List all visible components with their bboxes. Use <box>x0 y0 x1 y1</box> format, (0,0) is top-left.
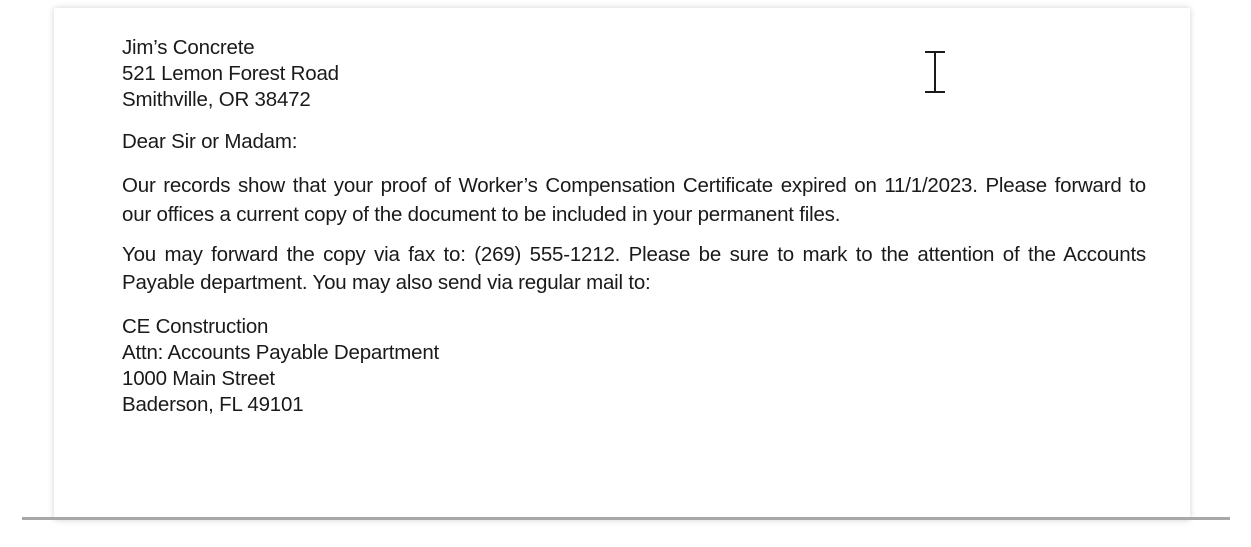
recipient-attention: Attn: Accounts Payable Department <box>122 341 440 364</box>
text-cursor-ibeam-icon <box>921 50 949 94</box>
sender-street: 521 Lemon Forest Road <box>122 62 339 85</box>
sender-name: Jim’s Concrete <box>122 36 255 59</box>
sender-city-state-zip: Smithville, OR 38472 <box>122 88 311 111</box>
sender-address <box>122 35 1146 113</box>
page-bottom-divider <box>22 517 1230 520</box>
paragraph-2 <box>122 241 1146 297</box>
paragraph-1 <box>122 171 1146 229</box>
recipient-city-state-zip: Baderson, FL 49101 <box>122 393 304 416</box>
document-page[interactable] <box>54 8 1190 520</box>
recipient-company: CE Construction <box>122 315 269 338</box>
recipient-address <box>122 314 1146 418</box>
paragraph-text: Our records show that your proof of Worker’s Compensation Certificate expired on 11/1/2023. Please forward to our offices a current copy of the document to be included in your permanent files. <box>122 174 1146 226</box>
recipient-street: 1000 Main Street <box>122 367 275 390</box>
letter-body[interactable] <box>122 35 1146 418</box>
salutation: Dear Sir or Madam: <box>122 130 298 153</box>
paragraph-text: You may forward the copy via fax to: (269) 555-1212. Please be sure to mark to the attention of the Accounts Payable department. You may also send via regular mail to: <box>122 243 1146 294</box>
salutation-block <box>122 129 1146 155</box>
